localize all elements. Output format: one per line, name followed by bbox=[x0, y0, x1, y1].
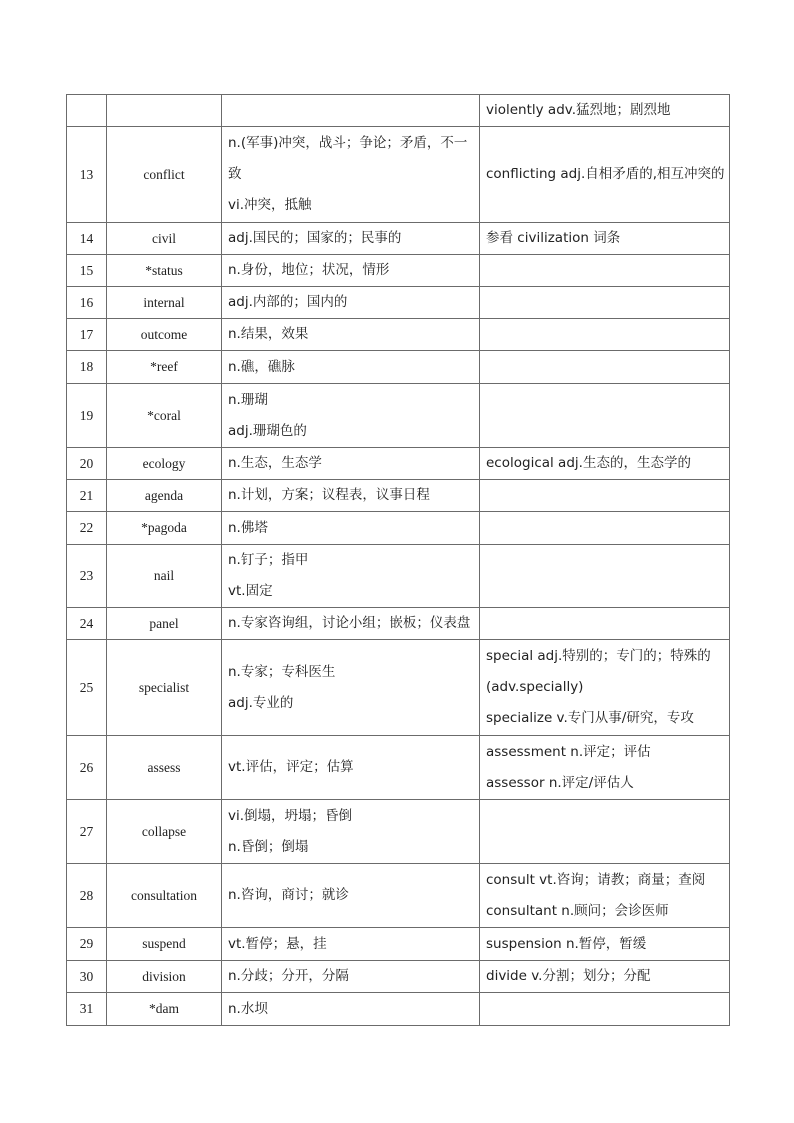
related-words bbox=[480, 928, 730, 961]
meaning-line: n.分歧；分开，分隔 bbox=[228, 968, 349, 984]
word-meaning bbox=[222, 127, 480, 223]
vocab-word: consultation bbox=[107, 864, 222, 928]
vocab-word: *dam bbox=[107, 993, 222, 1026]
vocab-word: *coral bbox=[107, 384, 222, 448]
related-words bbox=[480, 800, 730, 864]
related-words bbox=[480, 545, 730, 608]
meaning-line: n.身份，地位；状况，情形 bbox=[228, 262, 390, 278]
related-line: (adv.specially) bbox=[486, 679, 584, 695]
related-words bbox=[480, 640, 730, 736]
related-words bbox=[480, 127, 730, 223]
vocab-word bbox=[107, 95, 222, 127]
row-number: 22 bbox=[67, 512, 107, 545]
related-words bbox=[480, 287, 730, 319]
row-number: 15 bbox=[67, 255, 107, 287]
table-row bbox=[67, 736, 730, 800]
word-meaning bbox=[222, 95, 480, 127]
vocab-word: ecology bbox=[107, 448, 222, 480]
vocabulary-table-body bbox=[67, 95, 730, 1026]
related-line: specialize v.专门从事/研究，专攻 bbox=[486, 710, 694, 726]
meaning-line: n.计划，方案；议程表，议事日程 bbox=[228, 487, 430, 503]
word-meaning bbox=[222, 864, 480, 928]
row-number: 29 bbox=[67, 928, 107, 961]
related-words bbox=[480, 512, 730, 545]
word-meaning bbox=[222, 223, 480, 255]
vocab-word: assess bbox=[107, 736, 222, 800]
related-words bbox=[480, 608, 730, 640]
meaning-line: adj.专业的 bbox=[228, 694, 294, 711]
meaning-line: vi.冲突，抵触 bbox=[228, 197, 312, 213]
related-words bbox=[480, 993, 730, 1026]
vocab-word: agenda bbox=[107, 480, 222, 512]
word-meaning bbox=[222, 608, 480, 640]
vocab-word: nail bbox=[107, 545, 222, 608]
word-meaning bbox=[222, 640, 480, 736]
table-row bbox=[67, 545, 730, 608]
meaning-line: n.昏倒；倒塌 bbox=[228, 838, 309, 855]
vocab-word: *reef bbox=[107, 351, 222, 384]
word-meaning bbox=[222, 993, 480, 1026]
vocab-word: *status bbox=[107, 255, 222, 287]
related-words bbox=[480, 736, 730, 800]
word-meaning bbox=[222, 480, 480, 512]
row-number: 28 bbox=[67, 864, 107, 928]
table-row bbox=[67, 640, 730, 736]
meaning-line: n.水坝 bbox=[228, 1000, 268, 1017]
related-line: consult vt.咨询；请教；商量；查阅 bbox=[486, 871, 706, 888]
row-number: 19 bbox=[67, 384, 107, 448]
word-meaning bbox=[222, 545, 480, 608]
row-number: 20 bbox=[67, 448, 107, 480]
row-number: 17 bbox=[67, 319, 107, 351]
meaning-line: n.钉子；指甲 bbox=[228, 552, 309, 568]
meaning-line: n.咨询，商讨；就诊 bbox=[228, 887, 349, 903]
word-meaning bbox=[222, 512, 480, 545]
word-meaning bbox=[222, 961, 480, 993]
vocab-word: panel bbox=[107, 608, 222, 640]
meaning-line: vt.固定 bbox=[228, 583, 273, 599]
word-meaning bbox=[222, 800, 480, 864]
word-meaning bbox=[222, 319, 480, 351]
word-meaning bbox=[222, 448, 480, 480]
meaning-line: n.专家；专科医生 bbox=[228, 663, 336, 680]
meaning-line: n.佛塔 bbox=[228, 519, 268, 536]
vocab-word: outcome bbox=[107, 319, 222, 351]
row-number: 31 bbox=[67, 993, 107, 1026]
table-row bbox=[67, 287, 730, 319]
word-meaning bbox=[222, 255, 480, 287]
meaning-line: adj.珊瑚色的 bbox=[228, 422, 307, 439]
vocab-word: conflict bbox=[107, 127, 222, 223]
table-row bbox=[67, 608, 730, 640]
related-words bbox=[480, 351, 730, 384]
related-words bbox=[480, 255, 730, 287]
table-row bbox=[67, 993, 730, 1026]
meaning-line: n.专家咨询组，讨论小组；嵌板；仪表盘 bbox=[228, 615, 471, 631]
related-line: violently adv.猛烈地；剧烈地 bbox=[486, 102, 671, 118]
meaning-line: adj.国民的；国家的；民事的 bbox=[228, 230, 402, 246]
meaning-line: vi.倒塌，坍塌；昏倒 bbox=[228, 807, 353, 824]
row-number: 14 bbox=[67, 223, 107, 255]
meaning-line: vt.评估，评定；估算 bbox=[228, 759, 354, 775]
table-row bbox=[67, 127, 730, 223]
table-row bbox=[67, 512, 730, 545]
related-words bbox=[480, 864, 730, 928]
related-words bbox=[480, 95, 730, 127]
row-number: 24 bbox=[67, 608, 107, 640]
table-row bbox=[67, 480, 730, 512]
related-words bbox=[480, 319, 730, 351]
row-number bbox=[67, 95, 107, 127]
meaning-line: n.生态，生态学 bbox=[228, 455, 322, 471]
related-words bbox=[480, 448, 730, 480]
related-words bbox=[480, 384, 730, 448]
related-words bbox=[480, 480, 730, 512]
vocab-word: division bbox=[107, 961, 222, 993]
table-row bbox=[67, 95, 730, 127]
vocab-word: suspend bbox=[107, 928, 222, 961]
vocab-word: collapse bbox=[107, 800, 222, 864]
row-number: 21 bbox=[67, 480, 107, 512]
related-line: ecological adj.生态的，生态学的 bbox=[486, 455, 691, 471]
word-meaning bbox=[222, 736, 480, 800]
table-row bbox=[67, 928, 730, 961]
meaning-line: vt.暂停；悬，挂 bbox=[228, 935, 327, 952]
related-line: conflicting adj.自相矛盾的,相互冲突的 bbox=[486, 166, 725, 182]
row-number: 16 bbox=[67, 287, 107, 319]
word-meaning bbox=[222, 351, 480, 384]
row-number: 23 bbox=[67, 545, 107, 608]
table-row bbox=[67, 448, 730, 480]
meaning-line: adj.内部的；国内的 bbox=[228, 294, 348, 310]
related-line: divide v.分割；划分；分配 bbox=[486, 968, 651, 984]
meaning-line: n.结果，效果 bbox=[228, 326, 309, 342]
table-row bbox=[67, 384, 730, 448]
word-meaning bbox=[222, 384, 480, 448]
table-row bbox=[67, 800, 730, 864]
table-row bbox=[67, 961, 730, 993]
meaning-line: n.(军事)冲突，战斗；争论；矛盾，不一致 bbox=[228, 135, 468, 182]
vocabulary-table bbox=[66, 94, 730, 1026]
table-row bbox=[67, 864, 730, 928]
row-number: 18 bbox=[67, 351, 107, 384]
table-row bbox=[67, 255, 730, 287]
related-line: assessment n.评定；评估 bbox=[486, 743, 651, 760]
vocab-word: internal bbox=[107, 287, 222, 319]
vocab-word: *pagoda bbox=[107, 512, 222, 545]
row-number: 30 bbox=[67, 961, 107, 993]
table-row bbox=[67, 223, 730, 255]
related-words bbox=[480, 223, 730, 255]
related-line: 参看 civilization 词条 bbox=[486, 230, 621, 246]
vocab-word: specialist bbox=[107, 640, 222, 736]
related-words bbox=[480, 961, 730, 993]
meaning-line: n.礁，礁脉 bbox=[228, 358, 295, 375]
table-row bbox=[67, 319, 730, 351]
row-number: 26 bbox=[67, 736, 107, 800]
vocab-word: civil bbox=[107, 223, 222, 255]
row-number: 25 bbox=[67, 640, 107, 736]
word-meaning bbox=[222, 287, 480, 319]
related-line: special adj.特别的；专门的；特殊的 bbox=[486, 648, 711, 664]
word-meaning bbox=[222, 928, 480, 961]
meaning-line: n.珊瑚 bbox=[228, 391, 268, 408]
row-number: 13 bbox=[67, 127, 107, 223]
related-line: assessor n.评定/评估人 bbox=[486, 774, 634, 791]
row-number: 27 bbox=[67, 800, 107, 864]
table-row bbox=[67, 351, 730, 384]
related-line: suspension n.暂停，暂缓 bbox=[486, 935, 647, 952]
related-line: consultant n.顾问；会诊医师 bbox=[486, 902, 669, 919]
